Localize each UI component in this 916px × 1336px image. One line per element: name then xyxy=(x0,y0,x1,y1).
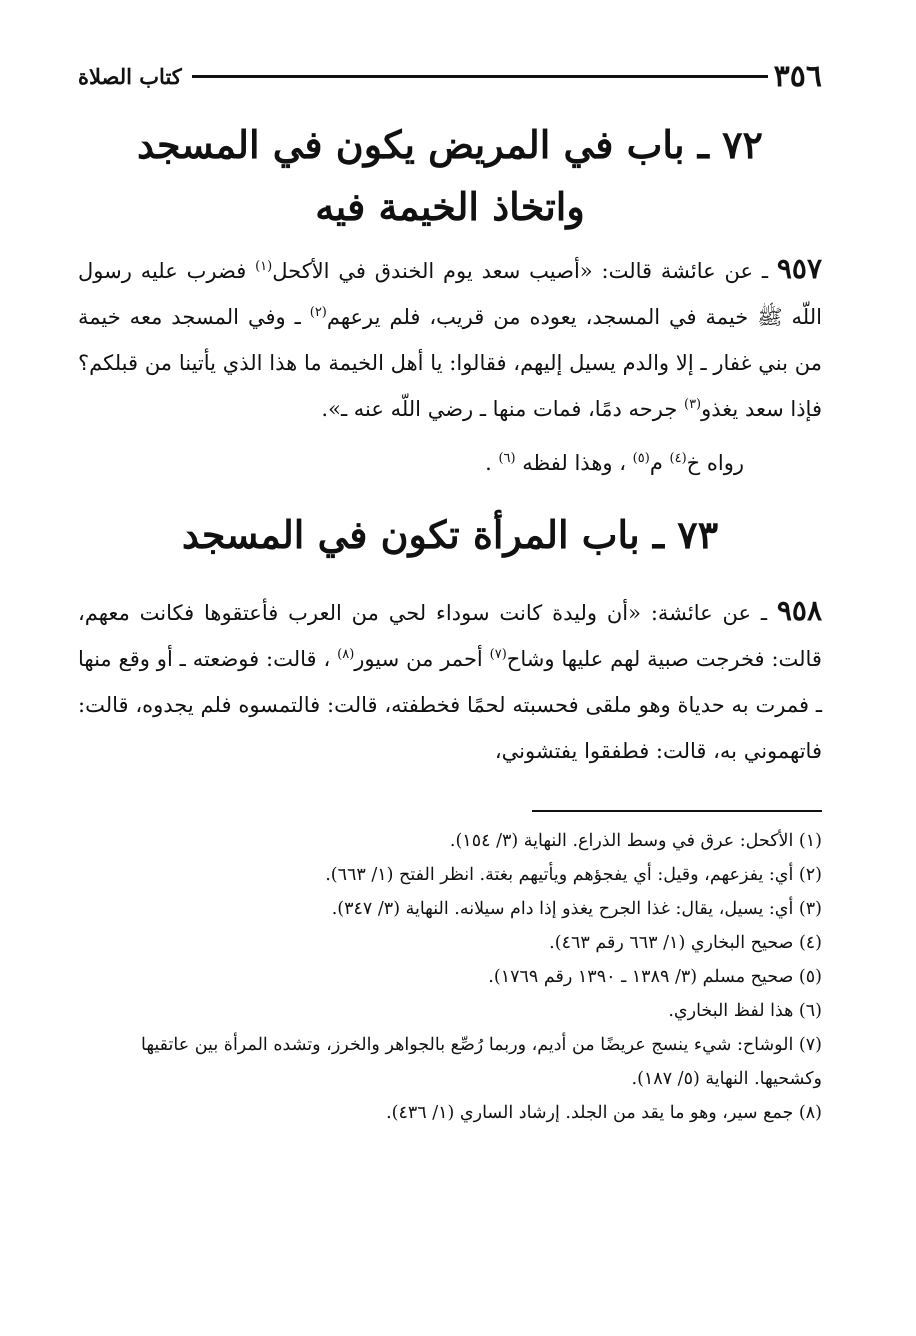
footnote-ref[interactable]: (٣) xyxy=(683,397,702,412)
footnote-ref[interactable]: (١) xyxy=(255,259,273,274)
narration-text: ، وهذا لفظه xyxy=(515,451,633,475)
footnote-6: (٦) هذا لفظ البخاري. xyxy=(668,1001,822,1021)
chapter-72-title-line1: ٧٢ ـ باب في المريض يكون في المسجد xyxy=(137,122,763,167)
narration-text: رواه خ xyxy=(686,451,744,475)
narration-line xyxy=(78,440,744,486)
chapter-72-title-line2: واتخاذ الخيمة فيه xyxy=(315,184,585,229)
footnote-ref[interactable]: (٨) xyxy=(337,647,355,662)
footnote-4: (٤) صحيح البخاري (١/ ٦٦٣ رقم ٤٦٣). xyxy=(549,933,822,953)
footnote-separator xyxy=(532,810,822,812)
hadith-number: ٩٥٨ xyxy=(776,594,822,627)
hadith-957 xyxy=(78,246,822,432)
footnote-ref[interactable]: (٢) xyxy=(309,305,327,320)
page-number: ٣٥٦ xyxy=(773,58,822,94)
footnote-5: (٥) صحيح مسلم (٣/ ١٣٨٩ ـ ١٣٩٠ رقم ١٧٦٩). xyxy=(488,967,822,987)
footnote-ref[interactable]: (٥) xyxy=(632,451,650,466)
hadith-text: ـ عن عائشة قالت: «أصيب سعد يوم الخندق في الأكحل xyxy=(272,259,777,283)
footnote-3: (٣) أي: يسيل، يقال: غذا الجرح يغذو إذا دام سيلانه. النهاية (٣/ ٣٤٧). xyxy=(331,899,822,919)
running-header xyxy=(78,56,822,96)
footnote-ref[interactable]: (٧) xyxy=(489,647,507,662)
hadith-958 xyxy=(78,588,822,774)
hadith-text: ، قالت: فوضعته ـ أو وقع منها ـ فمرت به حدياة وهو ملقى فحسبته لحمًا فخطفته، قالت: فالتمسوه فلم يجدوه، قالت: فاتهموني به، قالت: فطفقوا يفتشوني، xyxy=(78,647,822,763)
narration-text: م xyxy=(649,451,670,475)
footnote-2: (٢) أي: يفزعهم، وقيل: أي يفجؤهم ويأتيهم بغتة. انظر الفتح (١/ ٦٦٣). xyxy=(325,865,822,885)
page xyxy=(78,56,822,1130)
hadith-number: ٩٥٧ xyxy=(776,252,823,285)
chapter-72-heading xyxy=(78,114,822,238)
hadith-text: جرحه دمًا، فمات منها ـ رضي اللّه عنه ـ». xyxy=(321,397,684,421)
hadith-text: ـ عن عائشة: «أن وليدة كانت سوداء لحي من العرب فأعتقوها فكانت معهم، قالت: فخرجت صبية لهم عليها وشاح xyxy=(78,601,822,671)
footnote-7: (٧) الوشاح: شيء ينسج عريضًا من أديم، وربما رُصِّع بالجواهر والخرز، وتشده المرأة بين عاتقيها وكشحيها. النهاية (٥/ ١٨٧). xyxy=(141,1035,822,1089)
footnotes-list xyxy=(78,824,822,1130)
footnote-8: (٨) جمع سير، وهو ما يقد من الجلد. إرشاد الساري (١/ ٤٣٦). xyxy=(386,1103,822,1123)
narration-text: . xyxy=(485,451,499,475)
book-title: كتاب الصلاة xyxy=(78,63,182,89)
footnote-ref[interactable]: (٤) xyxy=(669,451,687,466)
header-rule xyxy=(192,75,768,78)
hadith-text: أحمر من سيور xyxy=(354,647,490,671)
footnote-1: (١) الأكحل: عرق في وسط الذراع. النهاية (٣/ ١٥٤). xyxy=(449,831,822,851)
chapter-73-title: ٧٣ ـ باب المرأة تكون في المسجد xyxy=(181,512,719,557)
hadith-text: ـ وفي المسجد معه خيمة من بني غفار ـ إلا والدم يسيل إليهم، فقالوا: يا أهل الخيمة ما هذا الذي يأتينا من قبلكم؟ فإذا سعد يغذو xyxy=(78,305,822,421)
hadith-text: فضرب عليه رسول اللّه ﷺ خيمة في المسجد، يعوده من قريب، فلم يرعهم xyxy=(78,259,822,329)
footnote-ref[interactable]: (٦) xyxy=(498,451,516,466)
chapter-73-heading xyxy=(78,504,822,566)
